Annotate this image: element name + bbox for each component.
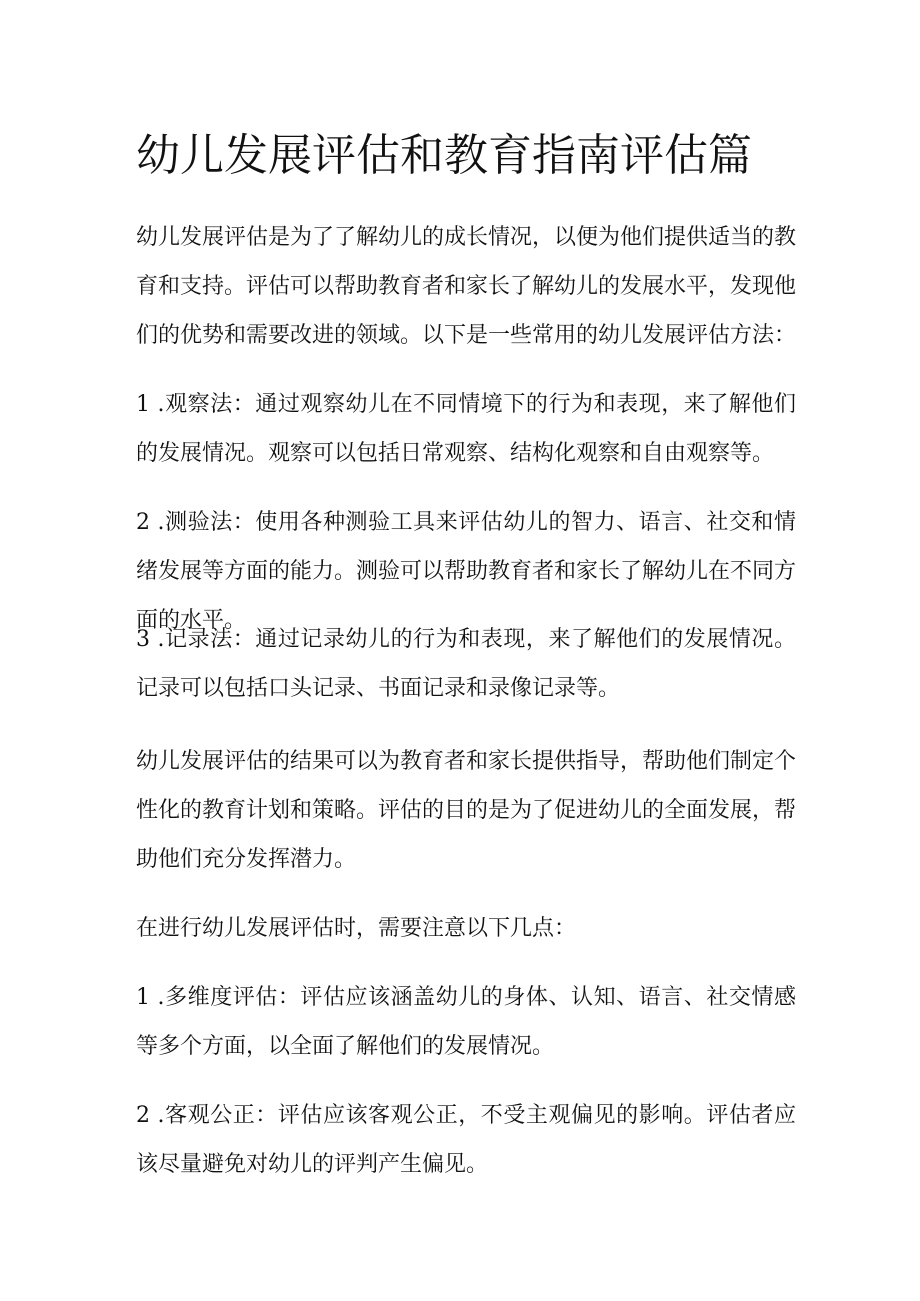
document-title: 幼儿发展评估和教育指南评估篇	[136, 130, 752, 181]
paragraph-note-multidimensional: 1 .多维度评估：评估应该涵盖幼儿的身体、认知、语言、社交情感等多个方面，以全面了解他们的发展情况。	[136, 985, 796, 1059]
paragraph-intro: 幼儿发展评估是为了了解幼儿的成长情况，以便为他们提供适当的教育和支持。评估可以帮助教育者和家长了解幼儿的发展水平，发现他们的优势和需要改进的领域。以下是一些常用的幼儿发展评估方法：	[136, 225, 797, 348]
paragraph-method-recording: 3 .记录法：通过记录幼儿的行为和表现，来了解他们的发展情况。记录可以包括口头记录、书面记录和录像记录等。	[136, 627, 796, 701]
paragraph-results: 幼儿发展评估的结果可以为教育者和家长提供指导，帮助他们制定个性化的教育计划和策略。评估的目的是为了促进幼儿的全面发展，帮助他们充分发挥潜力。	[136, 749, 797, 872]
paragraph-note-objective: 2 .客观公正：评估应该客观公正，不受主观偏见的影响。评估者应该尽量避免对幼儿的评判产生偏见。	[136, 1103, 796, 1177]
paragraph-method-testing: 2 .测验法：使用各种测验工具来评估幼儿的智力、语言、社交和情绪发展等方面的能力。测验可以帮助教育者和家长了解幼儿在不同方面的水平。	[136, 510, 797, 633]
paragraph-method-observation: 1 .观察法：通过观察幼儿在不同情境下的行为和表现，来了解他们的发展情况。观察可以包括日常观察、结构化观察和自由观察等。	[136, 392, 796, 466]
paragraph-notes-intro: 在进行幼儿发展评估时，需要注意以下几点：	[136, 916, 577, 941]
